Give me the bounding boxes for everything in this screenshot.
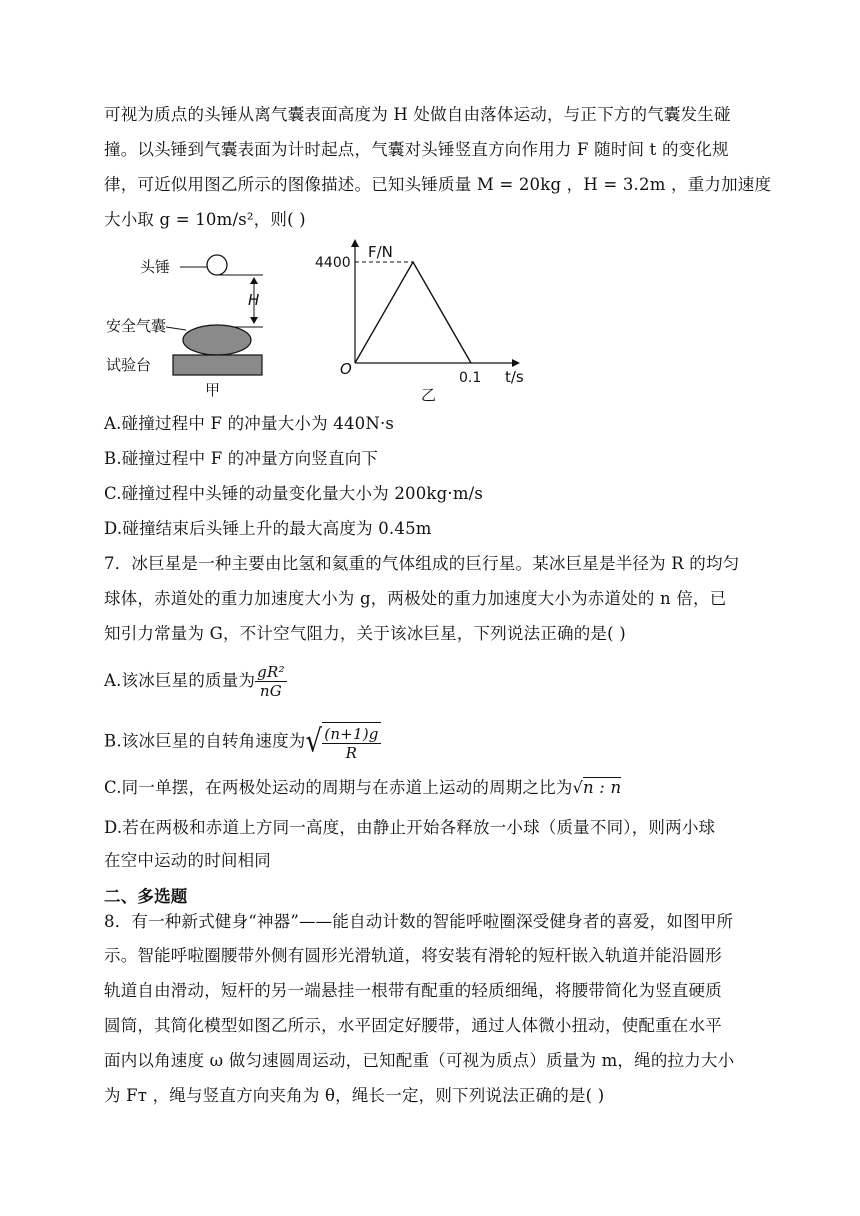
y-axis-arrow xyxy=(351,239,359,247)
q7-option-b xyxy=(104,722,381,762)
y-axis-label: F/N xyxy=(368,243,393,261)
label-table: 试验台 xyxy=(106,356,152,374)
q6-option-a: A.碰撞过程中 F 的冲量大小为 440N·s xyxy=(104,414,395,433)
q7-option-a-denominator: nG xyxy=(259,682,282,700)
q6-option-b: B.碰撞过程中 F 的冲量方向竖直向下 xyxy=(104,449,379,468)
label-head: 头锤 xyxy=(140,258,171,276)
q7-option-b-text: B.该冰巨星的自转角速度为 xyxy=(104,731,306,751)
y-tick-label: 4400 xyxy=(315,255,351,271)
label-H: H xyxy=(248,291,260,309)
origin-label: O xyxy=(340,360,352,378)
q7-option-b-fraction xyxy=(322,722,380,762)
q8-line-6: 为 Fт ，绳与竖直方向夹角为 θ，绳长一定，则下列说法正确的是( ) xyxy=(104,1086,605,1105)
q7-line-3: 知引力常量为 G，不计空气阻力，关于该冰巨星，下列说法正确的是( ) xyxy=(104,624,626,643)
q6-option-d: D.碰撞结束后头锤上升的最大高度为 0.45m xyxy=(104,519,432,538)
force-curve xyxy=(355,262,471,363)
x-axis-label: t/s xyxy=(505,368,524,386)
q7-option-b-denominator: R xyxy=(345,744,358,762)
q7-option-d-line-2: 在空中运动的时间相同 xyxy=(104,851,271,870)
q8-line-5: 面内以角速度 ω 做匀速圆周运动，已知配重（可视为质点）质量为 m，绳的拉力大小 xyxy=(104,1051,735,1070)
sqrt-symbol-c: √ xyxy=(572,778,583,797)
caption-jia: 甲 xyxy=(205,381,221,399)
q8-line-4: 圆筒，其简化模型如图乙所示，水平固定好腰带，通过人体微小扭动，使配重在水平 xyxy=(104,1016,722,1035)
q7-option-c xyxy=(104,777,621,799)
x-axis-arrow xyxy=(512,359,520,367)
q6-line-4: 大小取 g = 10m/s²，则( ) xyxy=(104,210,306,229)
q7-option-d-line-1: D.若在两极和赤道上方同一高度，由静止开始各释放一小球（质量不同），则两小球 xyxy=(104,818,716,837)
head-hammer-circle xyxy=(207,255,227,275)
figure-yi-chart xyxy=(300,237,540,407)
section-title: 二、多选题 xyxy=(104,887,188,906)
q7-option-a xyxy=(104,663,287,700)
q6-line-3: 律，可近似用图乙所示的图像描述。已知头锤质量 M = 20kg ，H = 3.2m ，重力加速度 xyxy=(104,175,772,194)
q7-option-b-numerator: (n+1)g xyxy=(324,725,379,743)
q6-option-c: C.碰撞过程中头锤的动量变化量大小为 200kg·m/s xyxy=(104,484,484,503)
q8-line-2: 示。智能呼啦圈腰带外侧有圆形光滑轨道，将安装有滑轮的短杆嵌入轨道并能沿圆形 xyxy=(104,946,722,965)
q8-line-1: 8．有一种新式健身“神器”——能自动计数的智能呼啦圈深受健身者的喜爱，如图甲所 xyxy=(104,912,734,931)
x-tick-label: 0.1 xyxy=(459,370,482,386)
q8-line-3: 轨道自由滑动，短杆的另一端悬挂一根带有配重的轻质细绳，将腰带简化为竖直硬质 xyxy=(104,981,722,1000)
q6-line-1: 可视为质点的头锤从离气囊表面高度为 H 处做自由落体运动，与正下方的气囊发生碰 xyxy=(104,105,731,124)
q7-option-a-text: A.该冰巨星的质量为 xyxy=(104,671,256,690)
q7-option-a-fraction xyxy=(255,663,287,700)
test-table xyxy=(173,355,262,375)
airbag-ellipse xyxy=(183,325,251,355)
q7-line-1: 7．冰巨星是一种主要由比氢和氦重的气体组成的巨行星。某冰巨星是半径为 R 的均匀 xyxy=(104,554,740,573)
figure-jia xyxy=(100,245,280,405)
q7-option-a-numerator: gR² xyxy=(257,663,285,681)
q6-line-2: 撞。以头锤到气囊表面为计时起点，气囊对头锤竖直方向作用力 F 随时间 t 的变化规 xyxy=(104,140,729,159)
q7-option-c-text: C.同一单摆，在两极处运动的周期与在赤道上运动的周期之比为 xyxy=(104,778,573,797)
sqrt-symbol: √ xyxy=(305,724,323,760)
caption-yi: 乙 xyxy=(421,386,437,404)
q7-option-c-math: n : n xyxy=(583,778,622,797)
label-airbag: 安全气囊 xyxy=(106,317,167,335)
q7-line-2: 球体，赤道处的重力加速度大小为 g，两极处的重力加速度大小为赤道处的 n 倍，已 xyxy=(104,589,727,608)
